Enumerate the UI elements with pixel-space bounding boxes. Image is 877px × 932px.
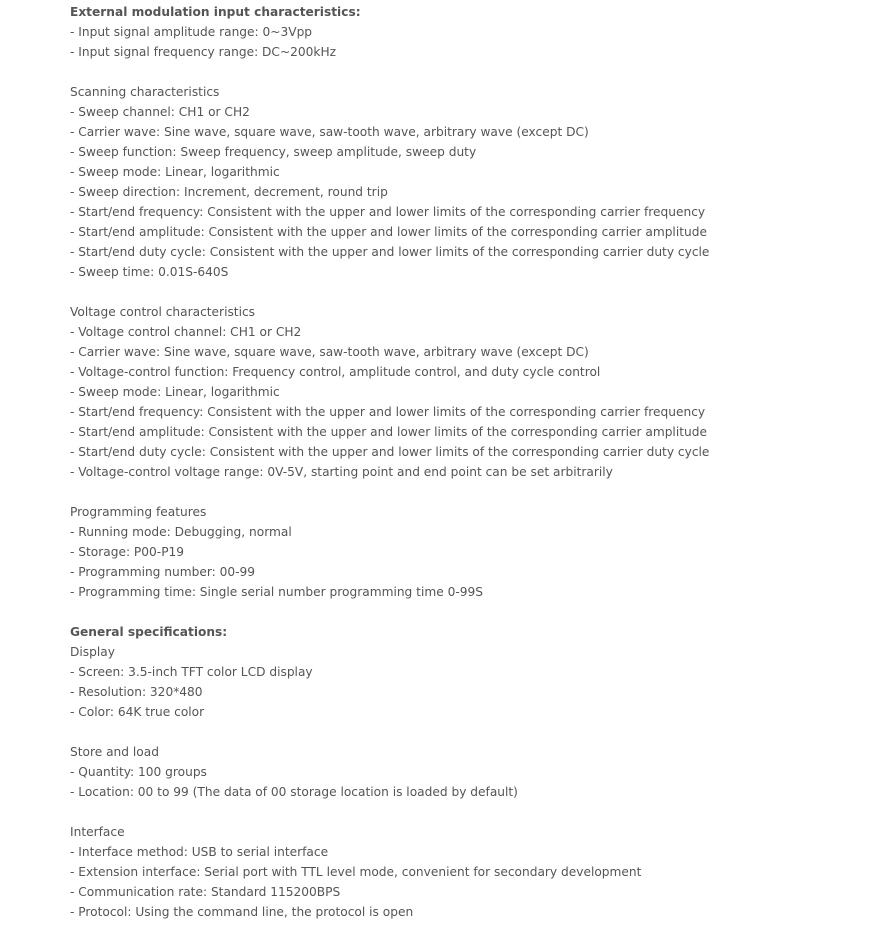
- spec-item: - Extension interface: Serial port with TTL level mode, convenient for secondary development: [70, 865, 642, 879]
- spec-document: [70, 2, 860, 922]
- spec-item: - Start/end duty cycle: Consistent with the upper and lower limits of the corresponding carrier duty cycle: [70, 445, 710, 459]
- spec-item: - Voltage-control function: Frequency control, amplitude control, and duty cycle control: [70, 365, 601, 379]
- subsection-heading: Programming features: [70, 505, 207, 519]
- subsection-heading: Scanning characteristics: [70, 85, 220, 99]
- subsection-heading: Interface: [70, 825, 125, 839]
- spec-item: - Start/end frequency: Consistent with the upper and lower limits of the corresponding carrier frequency: [70, 405, 706, 419]
- subsection-heading: Voltage control characteristics: [70, 305, 256, 319]
- spec-item: - Resolution: 320*480: [70, 685, 203, 699]
- spec-item: - Sweep mode: Linear, logarithmic: [70, 385, 280, 399]
- blank-line: [70, 482, 860, 502]
- section-heading: External modulation input characteristics:: [70, 5, 361, 19]
- spec-item: - Start/end amplitude: Consistent with the upper and lower limits of the corresponding carrier amplitude: [70, 425, 707, 439]
- spec-item: - Sweep mode: Linear, logarithmic: [70, 165, 280, 179]
- spec-item: - Sweep function: Sweep frequency, sweep amplitude, sweep duty: [70, 145, 477, 159]
- blank-line: [70, 282, 860, 302]
- spec-item: - Sweep time: 0.01S-640S: [70, 265, 229, 279]
- spec-item: - Voltage-control voltage range: 0V-5V, starting point and end point can be set arbitrarily: [70, 465, 613, 479]
- blank-line: [70, 802, 860, 822]
- spec-item: - Start/end duty cycle: Consistent with the upper and lower limits of the corresponding carrier duty cycle: [70, 245, 710, 259]
- spec-item: - Start/end amplitude: Consistent with the upper and lower limits of the corresponding carrier amplitude: [70, 225, 707, 239]
- spec-item: - Start/end frequency: Consistent with the upper and lower limits of the corresponding carrier frequency: [70, 205, 706, 219]
- spec-item: - Sweep direction: Increment, decrement, round trip: [70, 185, 388, 199]
- spec-item: - Protocol: Using the command line, the protocol is open: [70, 905, 414, 919]
- spec-item: - Programming number: 00-99: [70, 565, 256, 579]
- spec-item: - Interface method: USB to serial interface: [70, 845, 329, 859]
- blank-line: [70, 722, 860, 742]
- subsection-heading: Store and load: [70, 745, 159, 759]
- spec-item: - Sweep channel: CH1 or CH2: [70, 105, 250, 119]
- spec-item: - Carrier wave: Sine wave, square wave, saw-tooth wave, arbitrary wave (except DC): [70, 125, 589, 139]
- spec-item: - Screen: 3.5-inch TFT color LCD display: [70, 665, 313, 679]
- section-heading: General specifications:: [70, 625, 228, 639]
- spec-item: - Communication rate: Standard 115200BPS: [70, 885, 341, 899]
- spec-item: - Location: 00 to 99 (The data of 00 storage location is loaded by default): [70, 785, 518, 799]
- spec-item: - Color: 64K true color: [70, 705, 205, 719]
- spec-item: - Storage: P00-P19: [70, 545, 185, 559]
- spec-item: - Voltage control channel: CH1 or CH2: [70, 325, 302, 339]
- spec-item: - Quantity: 100 groups: [70, 765, 207, 779]
- blank-line: [70, 602, 860, 622]
- spec-item: - Programming time: Single serial number programming time 0-99S: [70, 585, 483, 599]
- spec-item: - Carrier wave: Sine wave, square wave, saw-tooth wave, arbitrary wave (except DC): [70, 345, 589, 359]
- spec-item: - Running mode: Debugging, normal: [70, 525, 292, 539]
- spec-item: - Input signal amplitude range: 0~3Vpp: [70, 25, 313, 39]
- subsection-heading: Display: [70, 645, 115, 659]
- spec-item: - Input signal frequency range: DC~200kHz: [70, 45, 337, 59]
- blank-line: [70, 62, 860, 82]
